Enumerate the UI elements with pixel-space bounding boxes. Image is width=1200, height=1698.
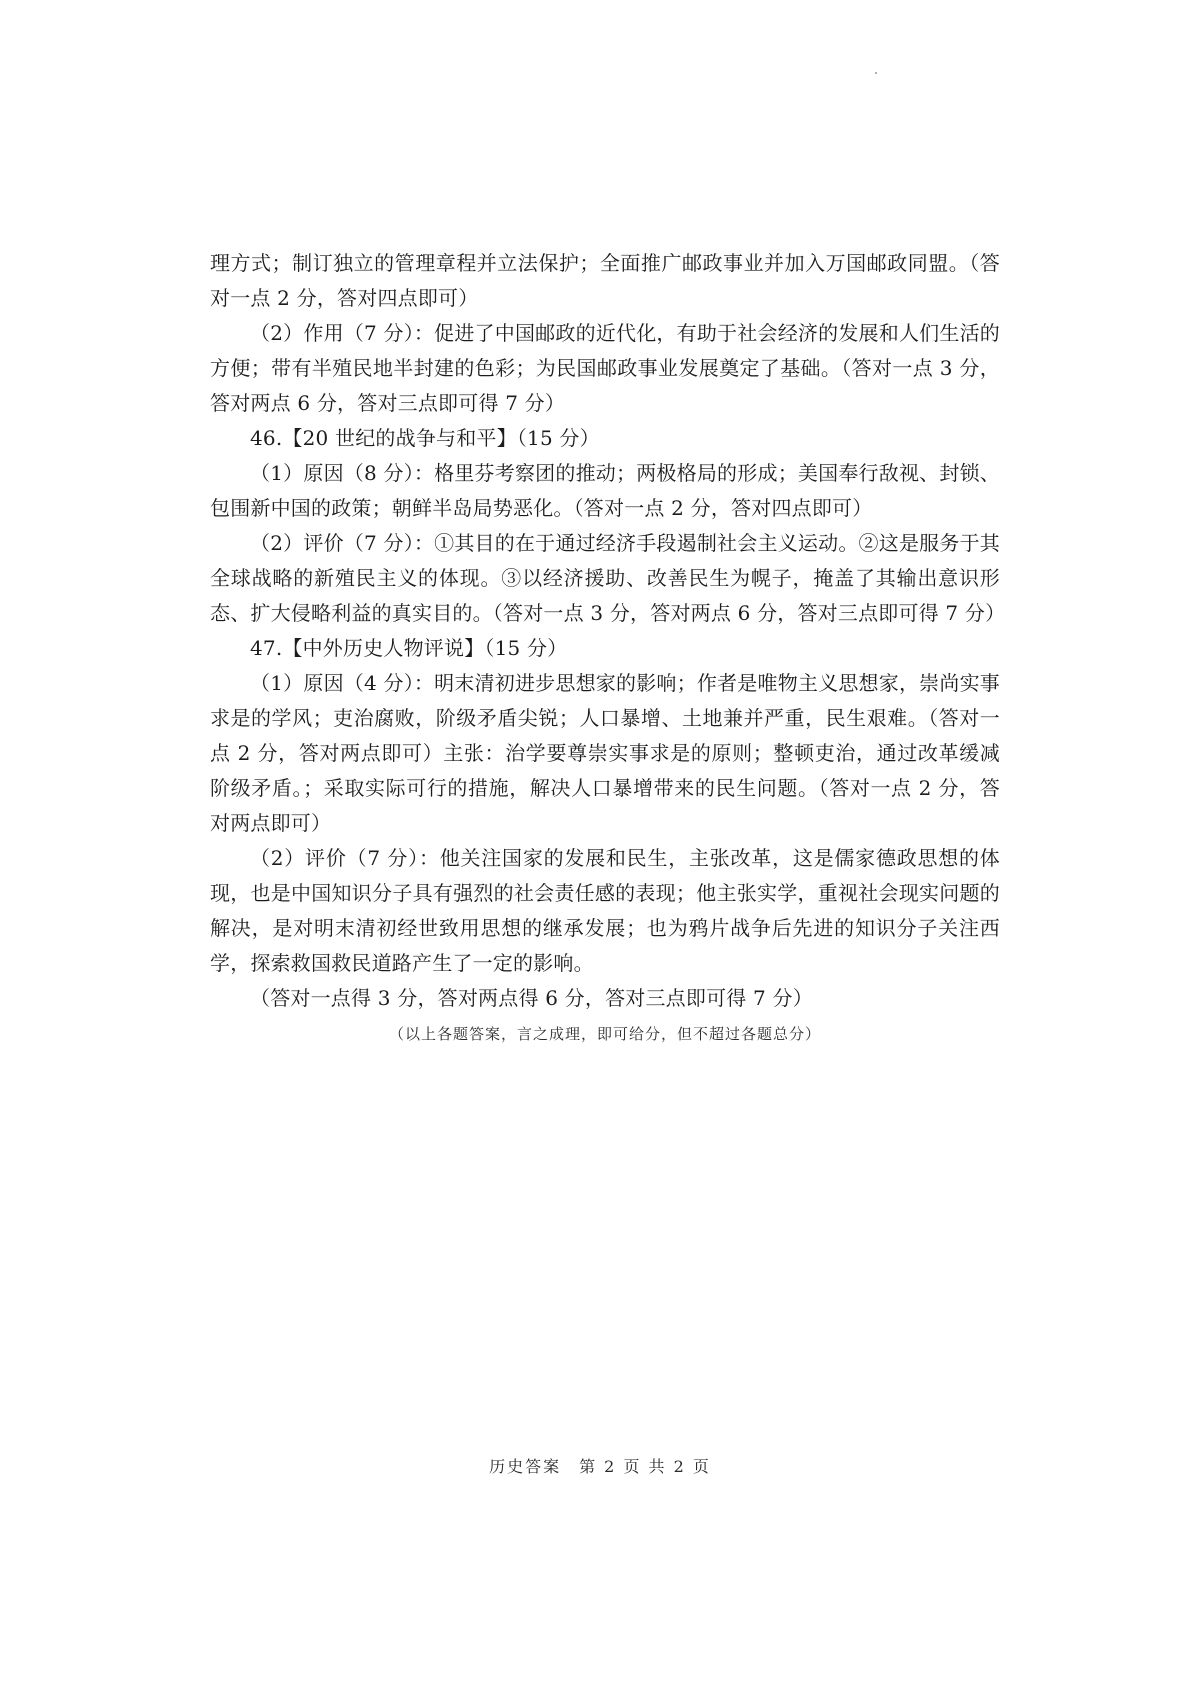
paragraph-46-part-2: （2）评价（7 分）：①其目的在于通过经济手段遏制社会主义运动。②这是服务于其全球战略的新殖民主义的体现。③以经济援助、改善民生为幌子，掩盖了其输出意识形态、扩大侵略利益的真实目的。（答对一点 3 分，答对两点 6 分，答对三点即可得 7 分）	[210, 531, 1006, 625]
paragraph-46-part-1: （1）原因（8 分）：格里芬考察团的推动；两极格局的形成；美国奉行敌视、封锁、包围新中国的政策；朝鲜半岛局势恶化。（答对一点 2 分，答对四点即可）	[210, 461, 1000, 520]
question-46-heading: 46.【20 世纪的战争与和平】（15 分）	[250, 426, 600, 450]
paragraph-continuation: 理方式；制订独立的管理章程并立法保护；全面推广邮政事业并加入万国邮政同盟。（答对一点 2 分，答对四点即可）	[210, 251, 1000, 310]
paragraph-45-part-2: （2）作用（7 分）：促进了中国邮政的近代化，有助于社会经济的发展和人们生活的方便；带有半殖民地半封建的色彩；为民国邮政事业发展奠定了基础。（答对一点 3 分，答对两点 6 分，答对三点即可得 7 分）	[210, 321, 1000, 415]
page-footer: 历史答案 第 2 页 共 2 页	[489, 1457, 711, 1476]
paragraph-47-scoring: （答对一点得 3 分，答对两点得 6 分，答对三点即可得 7 分）	[250, 986, 813, 1010]
paragraph-47-part-1: （1）原因（4 分）：明末清初进步思想家的影响；作者是唯物主义思想家，崇尚实事求是的学风；吏治腐败，阶级矛盾尖锐；人口暴增、土地兼并严重，民生艰难。（答对一点 2 分，答对两点即可）主张：治学要尊崇实事求是的原则；整顿吏治，通过改革缓减阶级矛盾。；采取实际可行的措施，解决人口暴增带来的民生问题。（答对一点 2 分，答对两点即可）	[210, 671, 1000, 835]
answer-body	[210, 246, 1006, 1016]
question-47-heading: 47.【中外历史人物评说】（15 分）	[250, 636, 568, 660]
scan-speck	[875, 72, 877, 74]
paragraph-47-part-2: （2）评价（7 分）：他关注国家的发展和民生，主张改革，这是儒家德政思想的体现，也是中国知识分子具有强烈的社会责任感的表现；他主张实学，重视社会现实问题的解决，是对明末清初经世致用思想的继承发展；也为鸦片战争后先进的知识分子关注西学，探索救国救民道路产生了一定的影响。	[210, 846, 1000, 975]
grading-note: （以上各题答案，言之成理，即可给分，但不超过各题总分）	[388, 1025, 821, 1043]
